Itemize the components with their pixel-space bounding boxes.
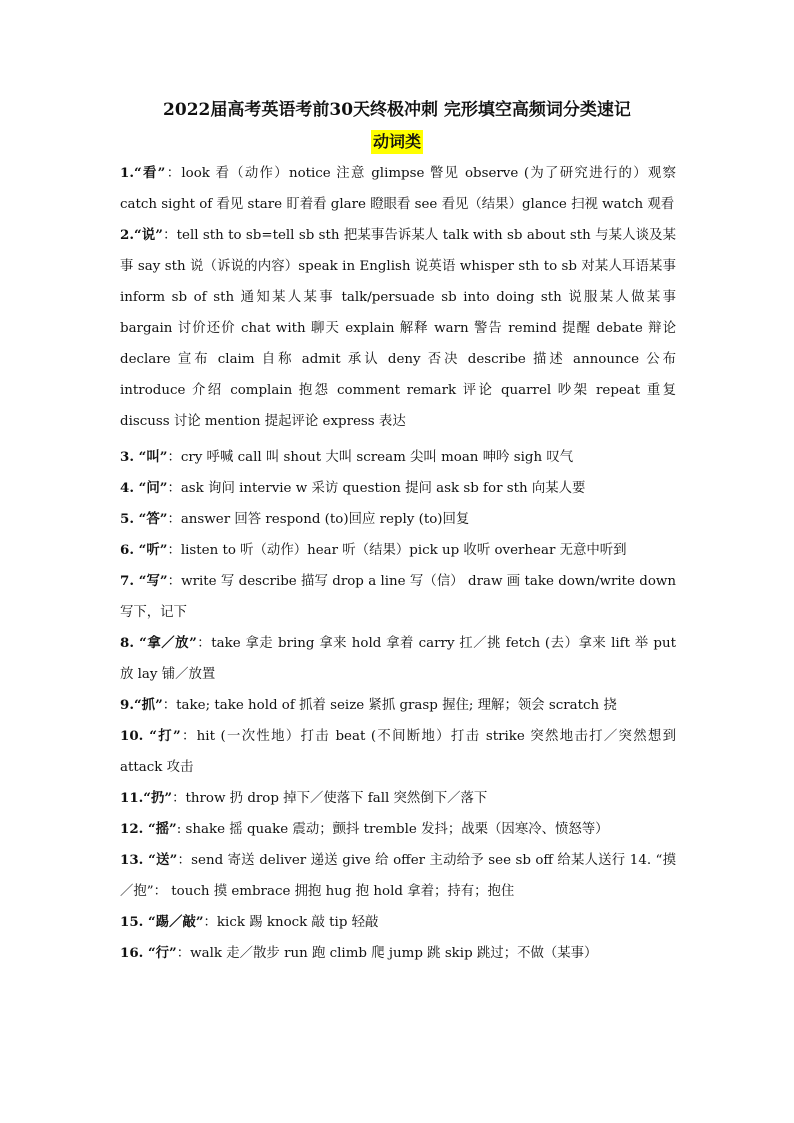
vocab-entry — [120, 721, 676, 783]
entry-head: 4. “问” — [120, 480, 168, 496]
entry-text: ：tell sth to sb=tell sb sth 把某事告诉某人 talk with sb about sth 与某人谈及某事 say sth 说（诉说的内容）speak in English 说英语 whisper sth to sb 对某人耳语某事 inform sb of sth 通知某人某事 talk/persuade sb into doing sth 说服某人做某事 bargain 讨价还价 chat with 聊天 explain 解释 warn 警告 remind 提醒 debate 辩论 declare 宣布 claim 自称 admit 承认 deny 否决 describe 描述 announce 公布 introduce 介绍 complain 抱怨 comment remark 评论 quarrel 吵架 repeat 重复 discuss 讨论 mention 提起评论 express 表达 — [120, 228, 677, 429]
entry-head: 15. “踢／敲” — [120, 914, 204, 930]
entry-head: 10. “打” — [120, 728, 181, 744]
vocab-entry — [120, 845, 676, 907]
vocab-entry — [120, 628, 676, 690]
vocab-entry — [120, 907, 676, 938]
vocab-entry — [120, 442, 676, 473]
entry-text: ：throw 扔 drop 掉下／使落下 fall 突然倒下／落下 — [172, 791, 488, 806]
vocab-entry — [120, 158, 676, 220]
entry-text: ：kick 踢 knock 敲 tip 轻敲 — [203, 915, 379, 930]
entry-text: ：hit (一次性地）打击 beat (不间断地）打击 strike 突然地击打／突然想到 attack 攻击 — [120, 729, 676, 775]
entry-text: ：take 拿走 bring 拿来 hold 拿着 carry 扛／挑 fetch (去）拿来 lift 举 put 放 lay 铺／放置 — [120, 636, 676, 682]
vocab-entry — [120, 220, 676, 437]
entry-head: 5. “答” — [120, 511, 168, 527]
entry-head: 16. “行” — [120, 945, 177, 961]
vocab-entry — [120, 814, 676, 845]
vocabulary-list — [120, 158, 676, 969]
entry-text: ：answer 回答 respond (to)回应 reply (to)回复 — [167, 512, 470, 527]
section-heading-wrap — [0, 130, 794, 154]
vocab-entry — [120, 938, 676, 969]
entry-head: 7. “写” — [120, 573, 168, 589]
entry-text: ：cry 呼喊 call 叫 shout 大叫 scream 尖叫 moan 呻吟 sigh 叹气 — [167, 450, 574, 465]
entry-head: 3. “叫” — [120, 449, 168, 465]
entry-head: 11.“扔” — [120, 790, 173, 806]
entry-text: ：ask 询问 intervie w 采访 question 提问 ask sb for sth 向某人要 — [167, 481, 586, 496]
section-heading: 动词类 — [371, 130, 423, 154]
vocab-entry — [120, 504, 676, 535]
vocab-entry — [120, 473, 676, 504]
entry-text: : shake 摇 quake 震动；颤抖 tremble 发抖；战栗（因寒冷、愤怒等） — [176, 822, 609, 837]
entry-head: 9.“抓” — [120, 697, 163, 713]
entry-head: 13. “送” — [120, 852, 178, 868]
entry-head: 6. “听” — [120, 542, 168, 558]
entry-text: ：walk 走／散步 run 跑 climb 爬 jump 跳 skip 跳过；不做（某事） — [176, 946, 598, 961]
entry-text: ：listen to 听（动作）hear 听（结果）pick up 收听 overhear 无意中听到 — [167, 543, 627, 558]
entry-text: ：send 寄送 deliver 递送 give 给 offer 主动给予 see sb off 给某人送行 14. “摸／抱”： touch 摸 embrace 拥抱 hug 抱 hold 拿着；持有；抱住 — [120, 853, 676, 899]
entry-text: ：take; take hold of 抓着 seize 紧抓 grasp 握住; 理解；领会 scratch 挠 — [162, 698, 617, 713]
entry-text: ：look 看（动作）notice 注意 glimpse 瞥见 observe (为了研究进行的）观察 catch sight of 看见 stare 盯着看 glare 瞪眼看 see 看见（结果）glance 扫视 watch 观看 — [120, 166, 676, 212]
entry-head: 12. “摇” — [120, 821, 177, 837]
vocab-entry — [120, 690, 676, 721]
vocab-entry — [120, 783, 676, 814]
document-title: 2022届高考英语考前30天终极冲刺 完形填空高频词分类速记 — [163, 100, 631, 120]
entry-head: 8. “拿／放” — [120, 635, 197, 651]
entry-text: ：write 写 describe 描写 drop a line 写（信） draw 画 take down/write down 写下，记下 — [120, 574, 676, 620]
entry-head: 1.“看” — [120, 165, 166, 181]
entry-head: 2.“说” — [120, 227, 164, 243]
vocab-entry — [120, 566, 676, 628]
vocab-entry — [120, 535, 676, 566]
